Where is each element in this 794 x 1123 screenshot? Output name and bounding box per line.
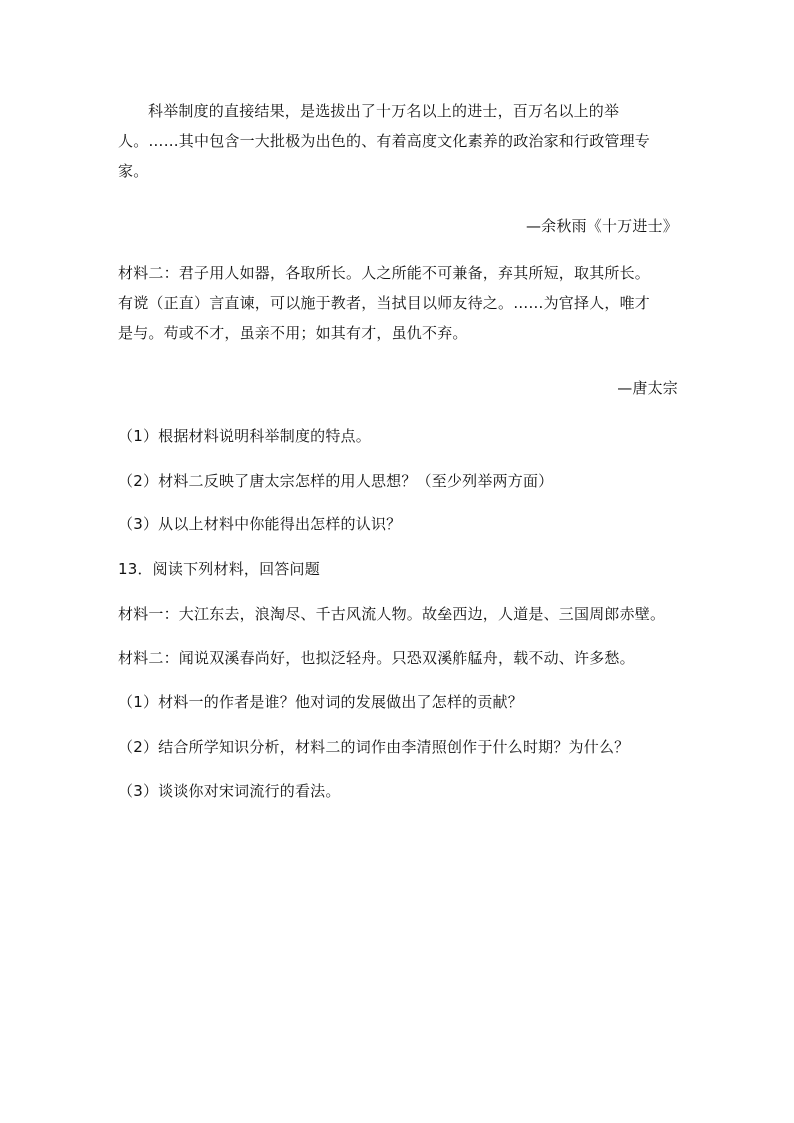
question-13-item: （1）材料一的作者是谁？他对词的发展做出了怎样的贡献？ — [118, 693, 523, 711]
material-two-source: —唐太宗 — [617, 379, 678, 397]
material-two-line: 有谠（正直）言直谏，可以施于教者，当拭目以师友待之。……为官择人，唯才 — [118, 294, 651, 312]
question-13-material-two: 材料二：闻说双溪春尚好，也拟泛轻舟。只恐双溪舴艋舟，载不动、许多愁。 — [118, 649, 635, 667]
material-two-paragraph — [118, 258, 678, 348]
material-two-line: 材料二：君子用人如器，各取所长。人之所能不可兼备，弃其所短，取其所长。 — [118, 264, 651, 282]
material-one-line: 家。 — [118, 162, 149, 180]
question-item: （3）从以上材料中你能得出怎样的认识？ — [118, 515, 402, 533]
question-item: （2）材料二反映了唐太宗怎样的用人思想？（至少列举两方面） — [118, 472, 554, 490]
question-item: （1）根据材料说明科举制度的特点。 — [118, 427, 371, 445]
question-13-item: （2）结合所学知识分析，材料二的词作由李清照创作于什么时期？为什么？ — [118, 738, 630, 756]
material-one-source: —余秋雨《十万进士》 — [525, 217, 678, 235]
material-one-line: 科举制度的直接结果，是选拔出了十万名以上的进士，百万名以上的举 — [148, 102, 620, 120]
question-13-item: （3）谈谈你对宋词流行的看法。 — [118, 782, 341, 800]
material-one-line: 人。……其中包含一大批极为出色的、有着高度文化素养的政治家和行政管理专 — [118, 132, 651, 150]
material-two-line: 是与。苟或不才，虽亲不用；如其有才，虽仇不弃。 — [118, 324, 468, 342]
material-one-paragraph — [118, 96, 678, 186]
question-13-heading: 13．阅读下列材料，回答问题 — [118, 560, 320, 578]
question-13-material-one: 材料一：大江东去，浪淘尽、千古风流人物。故垒西边，人道是、三国周郎赤壁。 — [118, 605, 666, 623]
